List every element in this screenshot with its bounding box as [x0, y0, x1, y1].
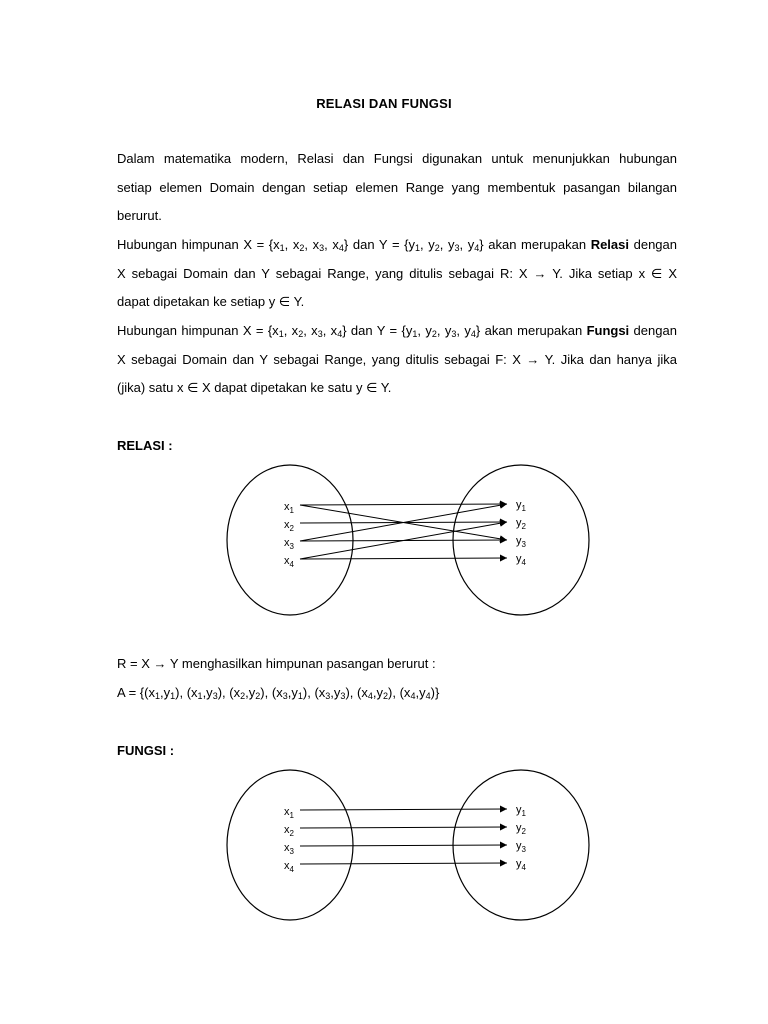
- relasi-def-line-2: X sebagai Domain dan Y sebagai Range, yang ditulis sebagai R: X → Y. Jika setiap x ∈ X: [117, 265, 677, 281]
- range-element-label: $y_2$: [516, 517, 526, 531]
- range-element-label: $y_1$: [516, 499, 526, 513]
- domain-set-ellipse: [227, 465, 353, 615]
- fungsi-definition-paragraph: [117, 317, 677, 403]
- relation-statement: R = X → Y menghasilkan himpunan pasangan berurut :: [117, 656, 436, 671]
- domain-element-label: $x_1$: [284, 806, 294, 820]
- ordered-pair: $(x_1,y_3)$: [186, 685, 223, 701]
- intro-line: Dalam matematika modern, Relasi dan Fungsi digunakan untuk menunjukkan hubungan: [117, 151, 677, 166]
- domain-element-label: $x_4$: [284, 860, 294, 874]
- relasi-def-line-1: Hubungan himpunan $X = \{x_1$, $x_2$, $x_3$, $x_4$} dan $Y = \{y_1$, $y_2$, $y_3$, $y_4$} akan merupakan Relasi dengan: [117, 237, 677, 253]
- mapping-arrow: [300, 863, 507, 864]
- ordered-pair: $(x_3,y_3)$: [314, 685, 350, 701]
- domain-element-label: $x_2$: [284, 519, 294, 533]
- domain-element-label: $x_2$: [284, 824, 294, 838]
- relasi-heading: RELASI :: [117, 438, 173, 453]
- domain-element-label: $x_3$: [284, 842, 294, 856]
- mapping-arrow: [300, 809, 507, 810]
- domain-element-label: $x_3$: [284, 537, 294, 551]
- mapping-arrow: [300, 558, 507, 559]
- ordered-pair: $(x_3,y_1)$: [271, 685, 308, 701]
- mapping-arrow: [300, 504, 507, 505]
- fungsi-heading: FUNGSI :: [117, 743, 175, 758]
- relasi-mapping-diagram: [0, 460, 768, 620]
- ordered-pair: $(x_4,y_2)$: [357, 685, 393, 701]
- ordered-pair: $(x_4,y_4)$: [399, 685, 435, 701]
- range-element-label: $y_3$: [516, 840, 526, 854]
- ordered-pair: $(x_1,y_1)$: [144, 685, 180, 701]
- mapping-arrow: [300, 845, 507, 846]
- relasi-def-line-3: dapat dipetakan ke setiap y ∈ Y.: [117, 294, 305, 310]
- intro-paragraph: [117, 145, 677, 231]
- intro-line: berurut.: [117, 208, 162, 224]
- domain-set-ellipse: [227, 770, 353, 920]
- range-element-label: $y_1$: [516, 804, 526, 818]
- ordered-pairs-set: $A = \{(x_1,y_1)$, $(x_1,y_3)$, $(x_2,y_2)$, $(x_3,y_1)$, $(x_3,y_3)$, $(x_4,y_2)$, $(x_4,y_4)$}: [117, 685, 440, 701]
- range-element-label: $y_2$: [516, 822, 526, 836]
- mapping-arrow: [300, 827, 507, 828]
- range-element-label: $y_4$: [516, 553, 526, 567]
- range-element-label: $y_4$: [516, 858, 526, 872]
- domain-element-label: $x_1$: [284, 501, 294, 515]
- intro-line: setiap elemen Domain dengan setiap elemen Range yang membentuk pasangan bilangan: [117, 179, 677, 195]
- relasi-definition-paragraph: [117, 231, 677, 317]
- fungsi-def-line-1: Hubungan himpunan $X = \{x_1$, $x_2$, $x_3$, $x_4$} dan $Y = \{y_1$, $y_2$, $y_3$, $y_4$} akan merupakan Fungsi dengan: [117, 323, 677, 339]
- fungsi-mapping-diagram: [0, 765, 768, 925]
- range-element-label: $y_3$: [516, 535, 526, 549]
- page-title: RELASI DAN FUNGSI: [316, 96, 452, 111]
- ordered-pair: $(x_2,y_2)$: [229, 685, 265, 701]
- fungsi-def-line-3: (jika) satu x ∈ X dapat dipetakan ke satu y ∈ Y.: [117, 380, 392, 396]
- fungsi-def-line-2: X sebagai Domain dan Y sebagai Range, yang ditulis sebagai F: X → Y. Jika dan hanya jika: [117, 351, 677, 367]
- domain-element-label: $x_4$: [284, 555, 294, 569]
